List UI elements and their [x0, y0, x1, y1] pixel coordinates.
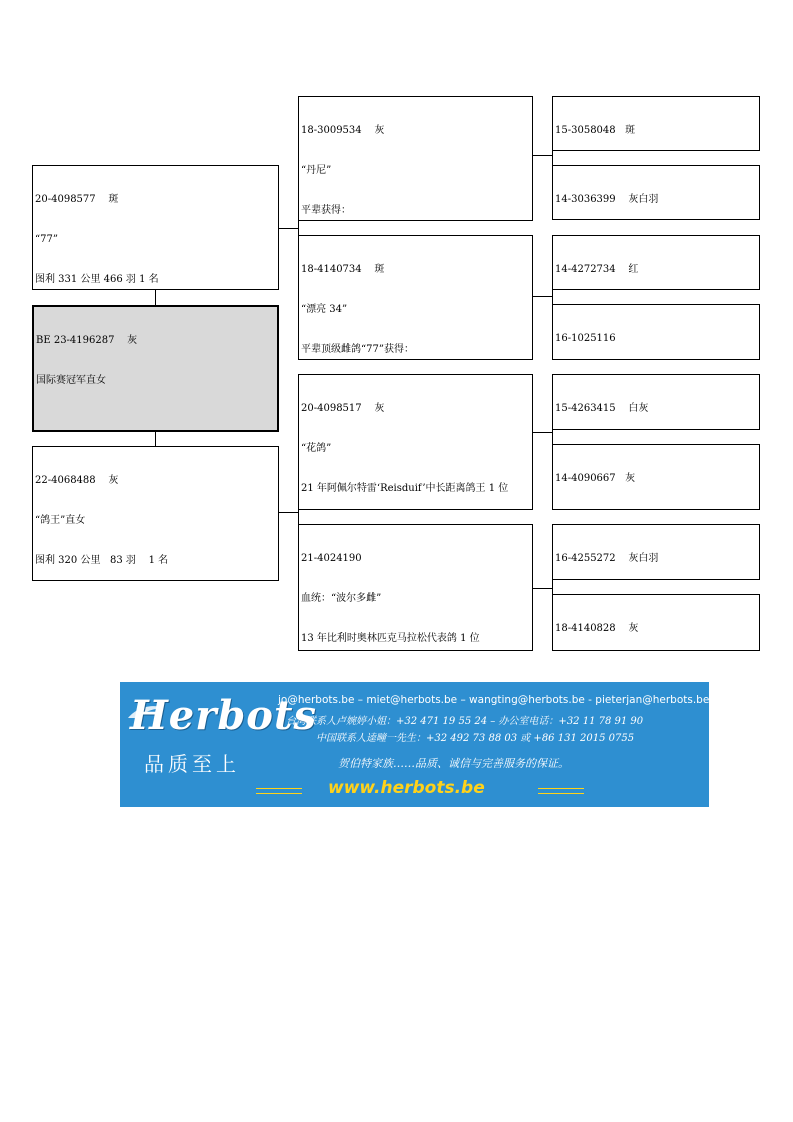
sire-dam-box — [298, 235, 533, 360]
herbots-logo: Herbots — [130, 692, 317, 739]
contact-emails[interactable]: jo@herbots.be – miet@herbots.be – wangting@herbots.be - pieterjan@herbots.be — [278, 694, 709, 706]
sire-line: “77” — [35, 234, 58, 246]
herbots-banner — [120, 682, 709, 807]
connector-line — [533, 296, 552, 297]
connector-line — [279, 512, 298, 513]
g3-line: 14-3036399 灰白羽 — [555, 194, 659, 206]
g3-box-2 — [552, 165, 760, 220]
g3-line: 15-3058048 斑 — [555, 125, 636, 137]
dam-dam-line: 血统：“波尔多雌” — [301, 593, 382, 605]
connector-line — [533, 155, 552, 156]
dam-line: 图利 320 公里 83 羽 1 名 — [35, 554, 169, 566]
connector-line — [533, 588, 552, 589]
connector-line — [155, 290, 156, 305]
sire-sire-line: 平辈获得： — [301, 204, 351, 216]
dam-line: “鸽王”直女 — [35, 515, 86, 527]
dam-sire-box — [298, 374, 533, 510]
subject-line: BE 23-4196287 灰 — [36, 335, 138, 347]
dam-sire-line: 21 年阿佩尔特雷‘Reisduif’中长距离鸽王 1 位 — [301, 482, 509, 494]
g3-box-8 — [552, 594, 760, 651]
connector-line — [533, 432, 552, 433]
decorative-line-left — [256, 788, 302, 794]
g3-line: 18-4140828 灰 — [555, 623, 639, 635]
tagline: 贺伯特家族……品质、诚信与完善服务的保证。 — [338, 757, 569, 770]
dam-line: 22-4068488 灰 — [35, 475, 119, 487]
g3-line: 16-4255272 灰白羽 — [555, 553, 659, 565]
sire-sire-line: 18-3009534 灰 — [301, 125, 385, 137]
decorative-line-right — [538, 788, 584, 794]
g3-box-7 — [552, 524, 760, 580]
sire-box — [32, 165, 279, 290]
sire-dam-line: 18-4140734 斑 — [301, 264, 385, 276]
sire-dam-line: 平辈顶级雌鸽“77”获得： — [301, 343, 414, 355]
subject-box — [32, 305, 279, 432]
dam-sire-line: 20-4098517 灰 — [301, 403, 385, 415]
connector-line — [279, 228, 298, 229]
g3-box-5 — [552, 374, 760, 430]
g3-line: 14-4272734 红 — [555, 264, 639, 276]
slogan: 品质至上 — [144, 752, 240, 776]
sire-sire-line: “丹尼” — [301, 165, 332, 177]
g3-box-6 — [552, 444, 760, 510]
g3-line: 14-4090667 灰 — [555, 473, 636, 485]
website-link[interactable]: www.herbots.be — [328, 778, 485, 798]
g3-box-3 — [552, 235, 760, 290]
g3-box-1 — [552, 96, 760, 151]
sire-line: 图利 331 公里 466 羽 1 名 — [35, 273, 159, 285]
contact-china: 中国联系人逵疃一先生：+32 492 73 88 03 或 +86 131 2015 0755 — [316, 733, 635, 744]
dam-dam-line: 21-4024190 — [301, 553, 362, 565]
g3-line: 16-1025116 — [555, 333, 616, 345]
g3-line: 15-4263415 白灰 — [555, 403, 649, 415]
sire-sire-box — [298, 96, 533, 221]
contact-taiwan: 台湾联系人卢婉婷小姐：+32 471 19 55 24 – 办公室电话：+32 11 78 91 90 — [286, 716, 644, 727]
g3-box-4 — [552, 304, 760, 360]
dam-box — [32, 446, 279, 581]
subject-line: 国际赛冠军直女 — [36, 375, 106, 387]
dam-dam-line: 13 年比利时奥林匹克马拉松代表鸽 1 位 — [301, 632, 480, 644]
dam-dam-box — [298, 524, 533, 651]
connector-line — [155, 432, 156, 446]
sire-dam-line: “漂亮 34” — [301, 304, 348, 316]
dam-sire-line: “花鸽” — [301, 443, 332, 455]
sire-line: 20-4098577 斑 — [35, 194, 119, 206]
